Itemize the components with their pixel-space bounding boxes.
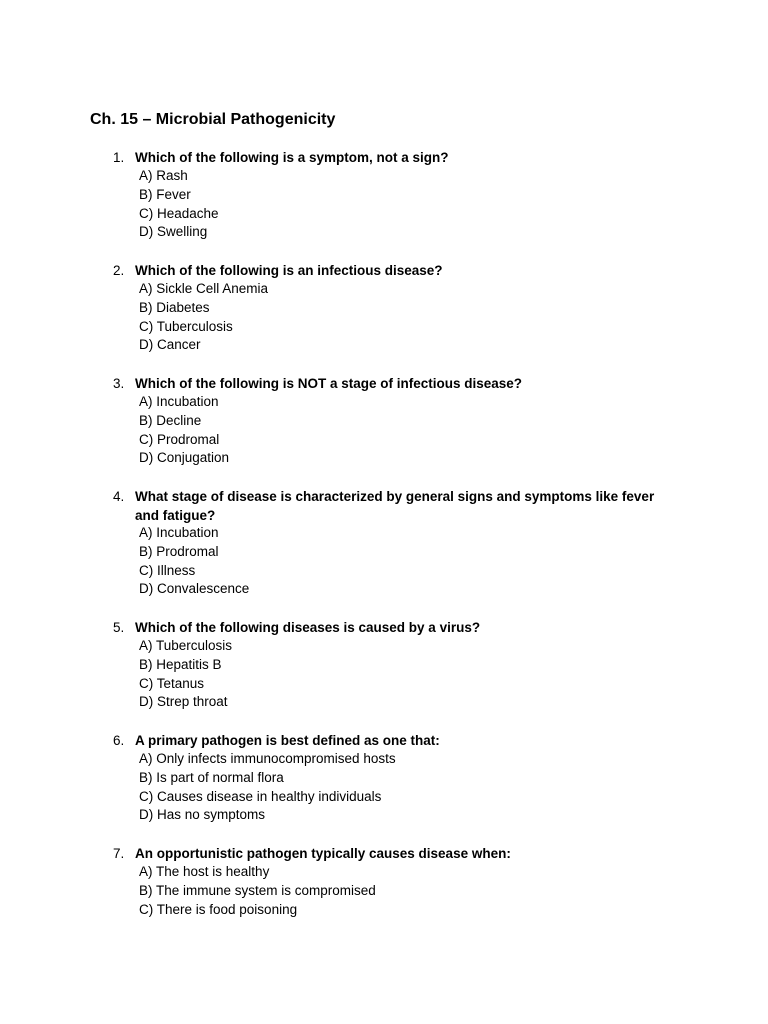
option-list — [139, 393, 229, 468]
option-c: C) Headache — [139, 205, 219, 221]
option-b: B) Prodromal — [139, 543, 219, 559]
option-list — [139, 167, 219, 242]
question-text: Which of the following is a symptom, not a sign? — [135, 150, 449, 165]
question-number: 1. — [113, 150, 125, 165]
option-c: C) Tuberculosis — [139, 318, 233, 334]
question-number: 7. — [113, 846, 125, 861]
option-c: C) There is food poisoning — [139, 901, 298, 917]
option-d: D) Cancer — [139, 337, 201, 353]
option-b: B) Fever — [139, 186, 191, 202]
question-number: 2. — [113, 263, 125, 278]
question-text: Which of the following diseases is caused by a virus? — [135, 620, 481, 635]
option-c: C) Illness — [139, 562, 196, 578]
question-text: An opportunistic pathogen typically causes disease when: — [135, 846, 511, 861]
option-a: A) The host is healthy — [139, 864, 270, 879]
option-list — [139, 280, 268, 355]
option-d: D) Convalescence — [139, 581, 250, 597]
question-text: A primary pathogen is best defined as one that: — [135, 733, 440, 748]
option-d: D) Swelling — [139, 224, 208, 240]
option-list — [139, 524, 249, 599]
question-number: 5. — [113, 620, 125, 635]
option-d: D) Has no symptoms — [139, 807, 266, 823]
option-c: C) Tetanus — [139, 675, 205, 691]
option-a: A) Rash — [139, 168, 188, 183]
document-title: Ch. 15 – Microbial Pathogenicity — [90, 111, 336, 128]
option-a: A) Only infects immunocompromised hosts — [139, 751, 396, 766]
option-list — [139, 750, 396, 825]
option-b: B) Decline — [139, 412, 202, 428]
question-text: Which of the following is NOT a stage of infectious disease? — [135, 376, 523, 391]
question-text: What stage of disease is characterized by general signs and symptoms like fever and fatigue? — [135, 489, 655, 523]
option-d: D) Conjugation — [139, 450, 230, 466]
option-b: B) Is part of normal flora — [139, 769, 284, 785]
option-b: B) The immune system is compromised — [139, 882, 376, 898]
option-list — [139, 863, 376, 919]
option-a: A) Sickle Cell Anemia — [139, 281, 269, 296]
question-number: 4. — [113, 489, 125, 504]
option-a: A) Incubation — [139, 525, 219, 540]
option-list — [139, 637, 232, 712]
option-c: C) Causes disease in healthy individuals — [139, 788, 382, 804]
option-d: D) Strep throat — [139, 694, 228, 710]
question-number: 6. — [113, 733, 125, 748]
option-a: A) Tuberculosis — [139, 638, 233, 653]
question-number: 3. — [113, 376, 125, 391]
option-b: B) Hepatitis B — [139, 656, 222, 672]
option-b: B) Diabetes — [139, 299, 210, 315]
question-text: Which of the following is an infectious disease? — [135, 263, 443, 278]
option-c: C) Prodromal — [139, 431, 220, 447]
option-a: A) Incubation — [139, 394, 219, 409]
